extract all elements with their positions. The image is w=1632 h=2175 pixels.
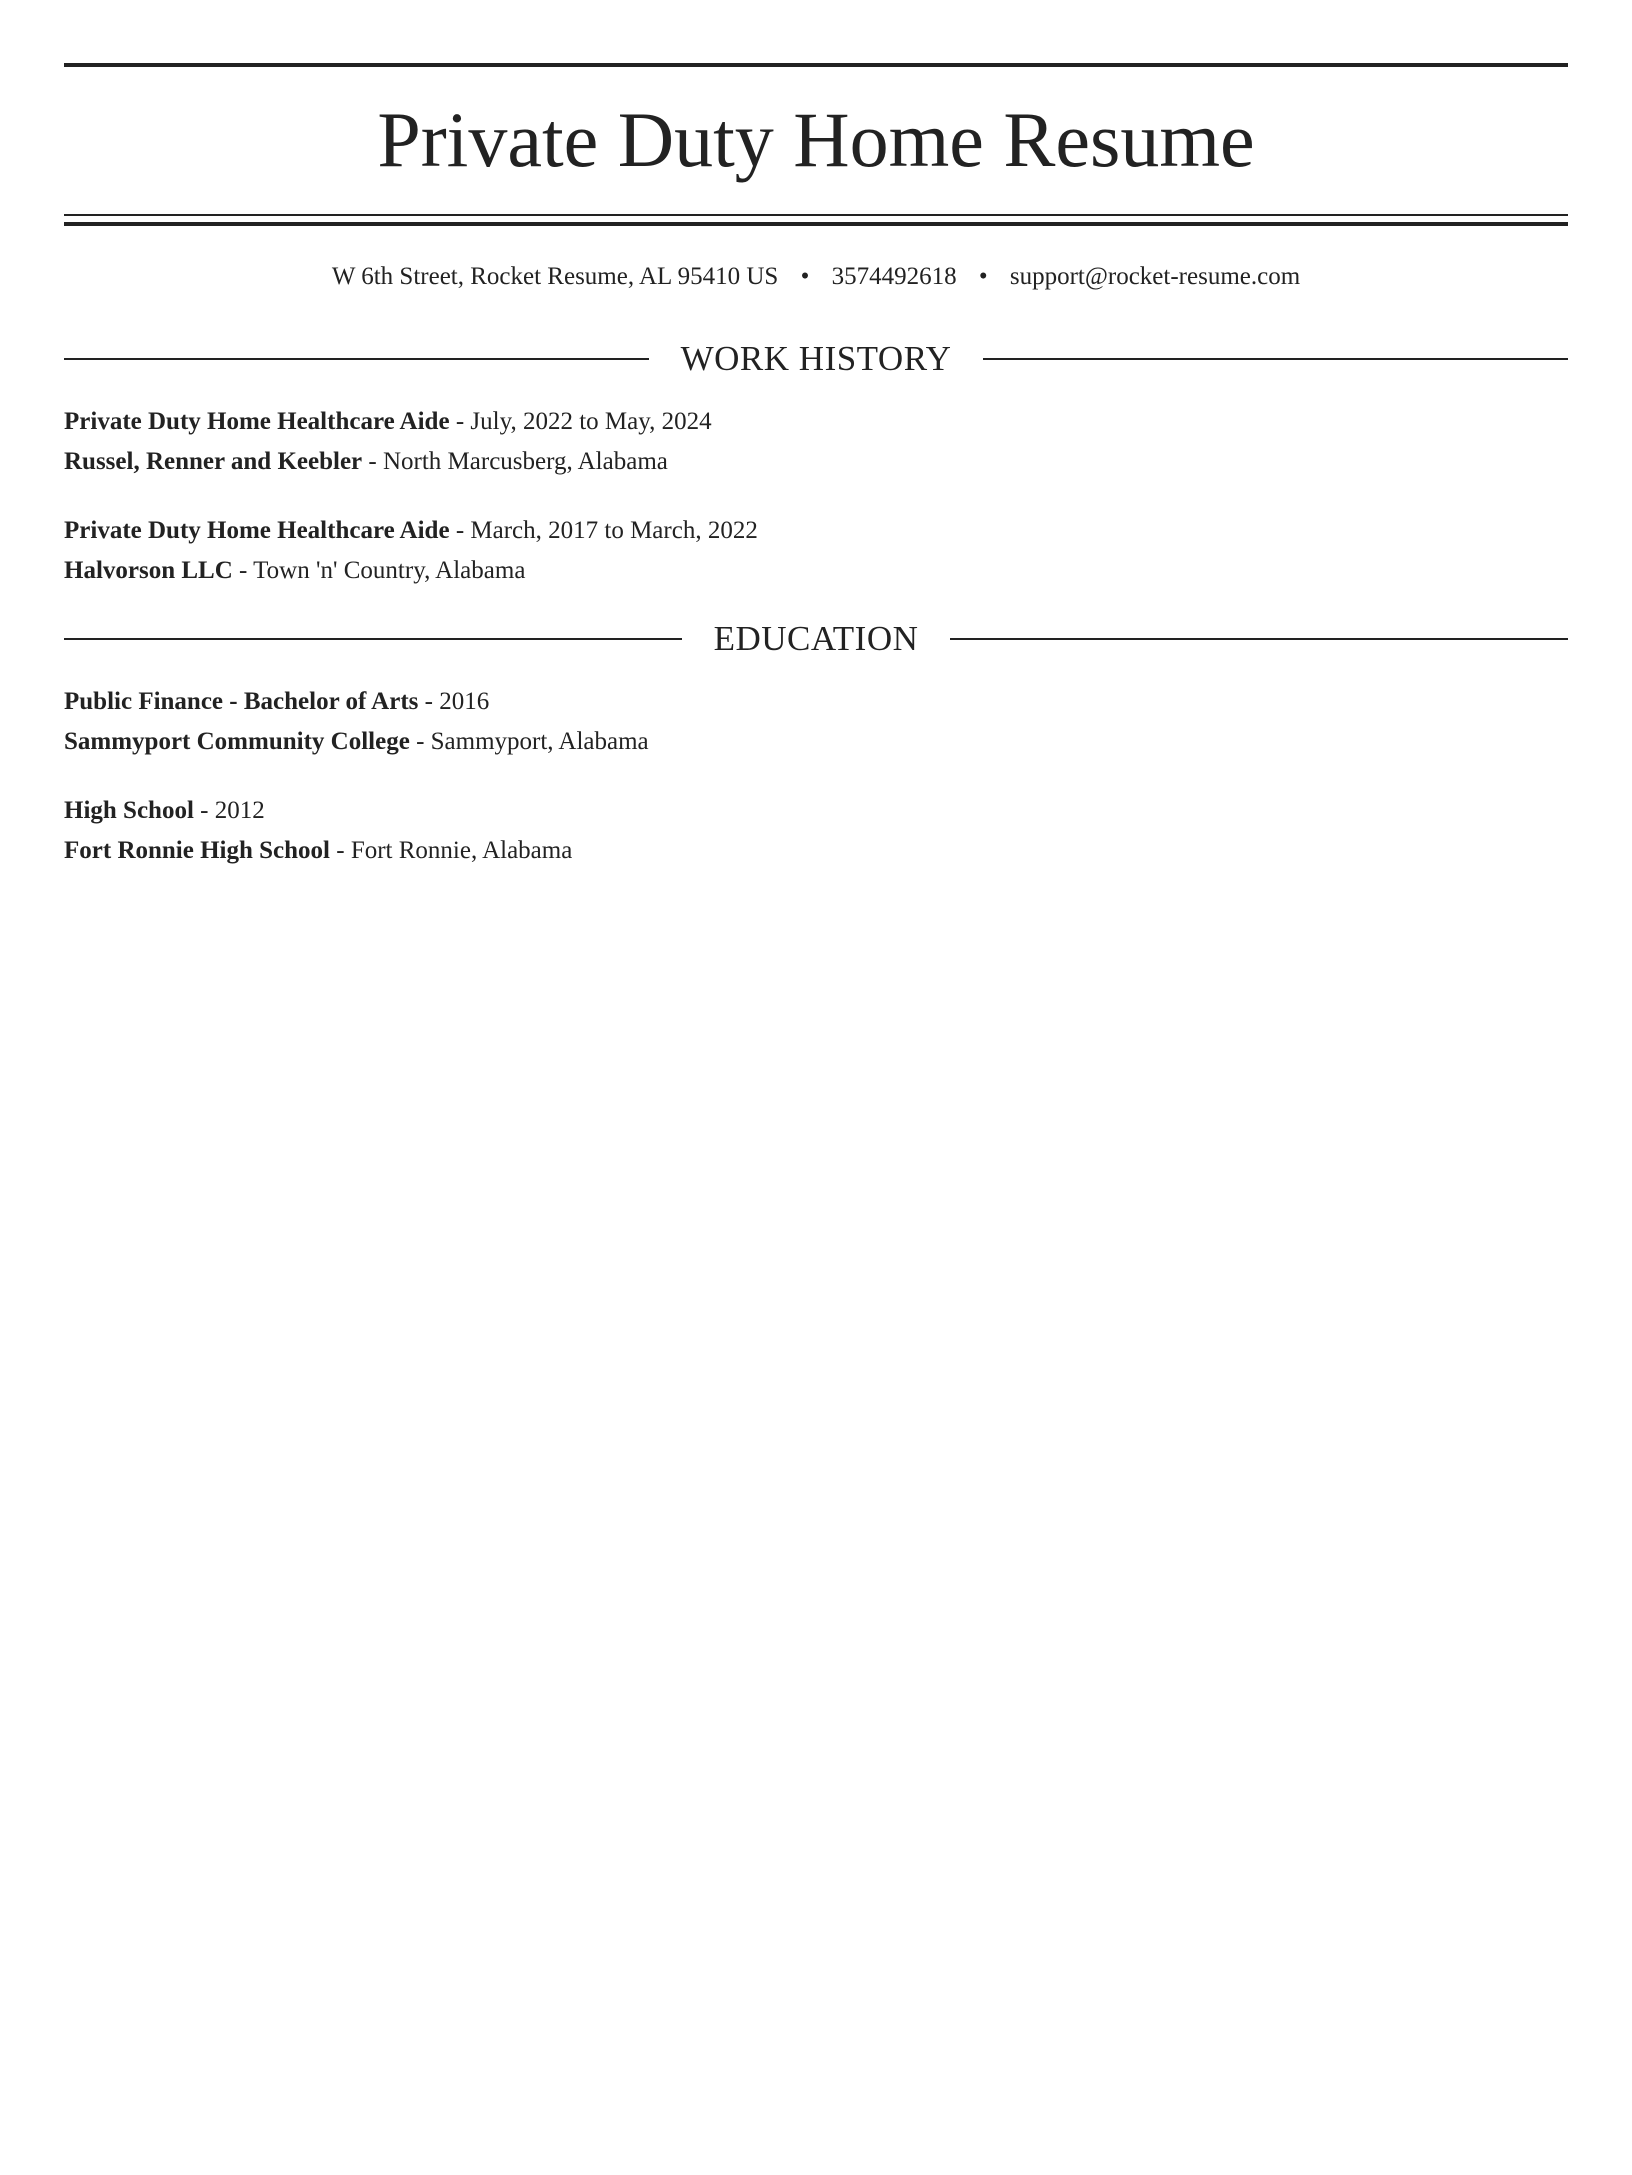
work-entry-employer-line bbox=[64, 551, 1568, 591]
education-label: EDUCATION bbox=[713, 619, 919, 658]
section-rule-right bbox=[983, 358, 1568, 360]
employer-location: - Town 'n' Country, Alabama bbox=[232, 557, 526, 584]
work-history-heading bbox=[64, 339, 1568, 379]
education-entry-school-line bbox=[64, 722, 1568, 762]
school-name: Fort Ronnie High School bbox=[64, 837, 330, 864]
page-title: Private Duty Home Resume bbox=[377, 96, 1255, 183]
degree-name: High School bbox=[64, 797, 194, 824]
section-rule-left bbox=[64, 358, 649, 360]
employer-name: Russel, Renner and Keebler bbox=[64, 448, 363, 475]
employer-name: Halvorson LLC bbox=[64, 557, 233, 584]
education-entry-degree-line bbox=[64, 682, 1568, 722]
job-dates: - July, 2022 to May, 2024 bbox=[449, 408, 712, 435]
contact-phone: 3574492618 bbox=[831, 263, 957, 290]
job-dates: - March, 2017 to March, 2022 bbox=[449, 517, 758, 544]
section-rule-right bbox=[950, 638, 1568, 640]
contact-separator: • bbox=[800, 263, 810, 290]
degree-year: - 2012 bbox=[193, 797, 265, 824]
title-double-rule bbox=[64, 214, 1568, 226]
employer-location: - North Marcusberg, Alabama bbox=[362, 448, 668, 475]
work-entry bbox=[64, 402, 1568, 482]
resume-page bbox=[0, 63, 1632, 2175]
education-entry bbox=[64, 682, 1568, 762]
job-title: Private Duty Home Healthcare Aide bbox=[64, 517, 450, 544]
degree-year: - 2016 bbox=[418, 688, 490, 715]
contact-separator: • bbox=[978, 263, 988, 290]
school-name: Sammyport Community College bbox=[64, 728, 410, 755]
work-entry bbox=[64, 511, 1568, 591]
work-entry-employer-line bbox=[64, 442, 1568, 482]
education-entry bbox=[64, 791, 1568, 871]
contact-email: support@rocket-resume.com bbox=[1009, 263, 1301, 290]
section-rule-left bbox=[64, 638, 682, 640]
school-location: - Fort Ronnie, Alabama bbox=[330, 837, 573, 864]
education-heading bbox=[64, 619, 1568, 659]
contact-address: W 6th Street, Rocket Resume, AL 95410 US bbox=[331, 263, 779, 290]
education-entry-school-line bbox=[64, 831, 1568, 871]
school-location: - Sammyport, Alabama bbox=[409, 728, 649, 755]
job-title: Private Duty Home Healthcare Aide bbox=[64, 408, 450, 435]
work-entry-title-line bbox=[64, 511, 1568, 551]
contact-line bbox=[64, 262, 1568, 292]
work-history-label: WORK HISTORY bbox=[680, 339, 952, 378]
work-entry-title-line bbox=[64, 402, 1568, 442]
education-entry-degree-line bbox=[64, 791, 1568, 831]
degree-name: Public Finance - Bachelor of Arts bbox=[64, 688, 419, 715]
